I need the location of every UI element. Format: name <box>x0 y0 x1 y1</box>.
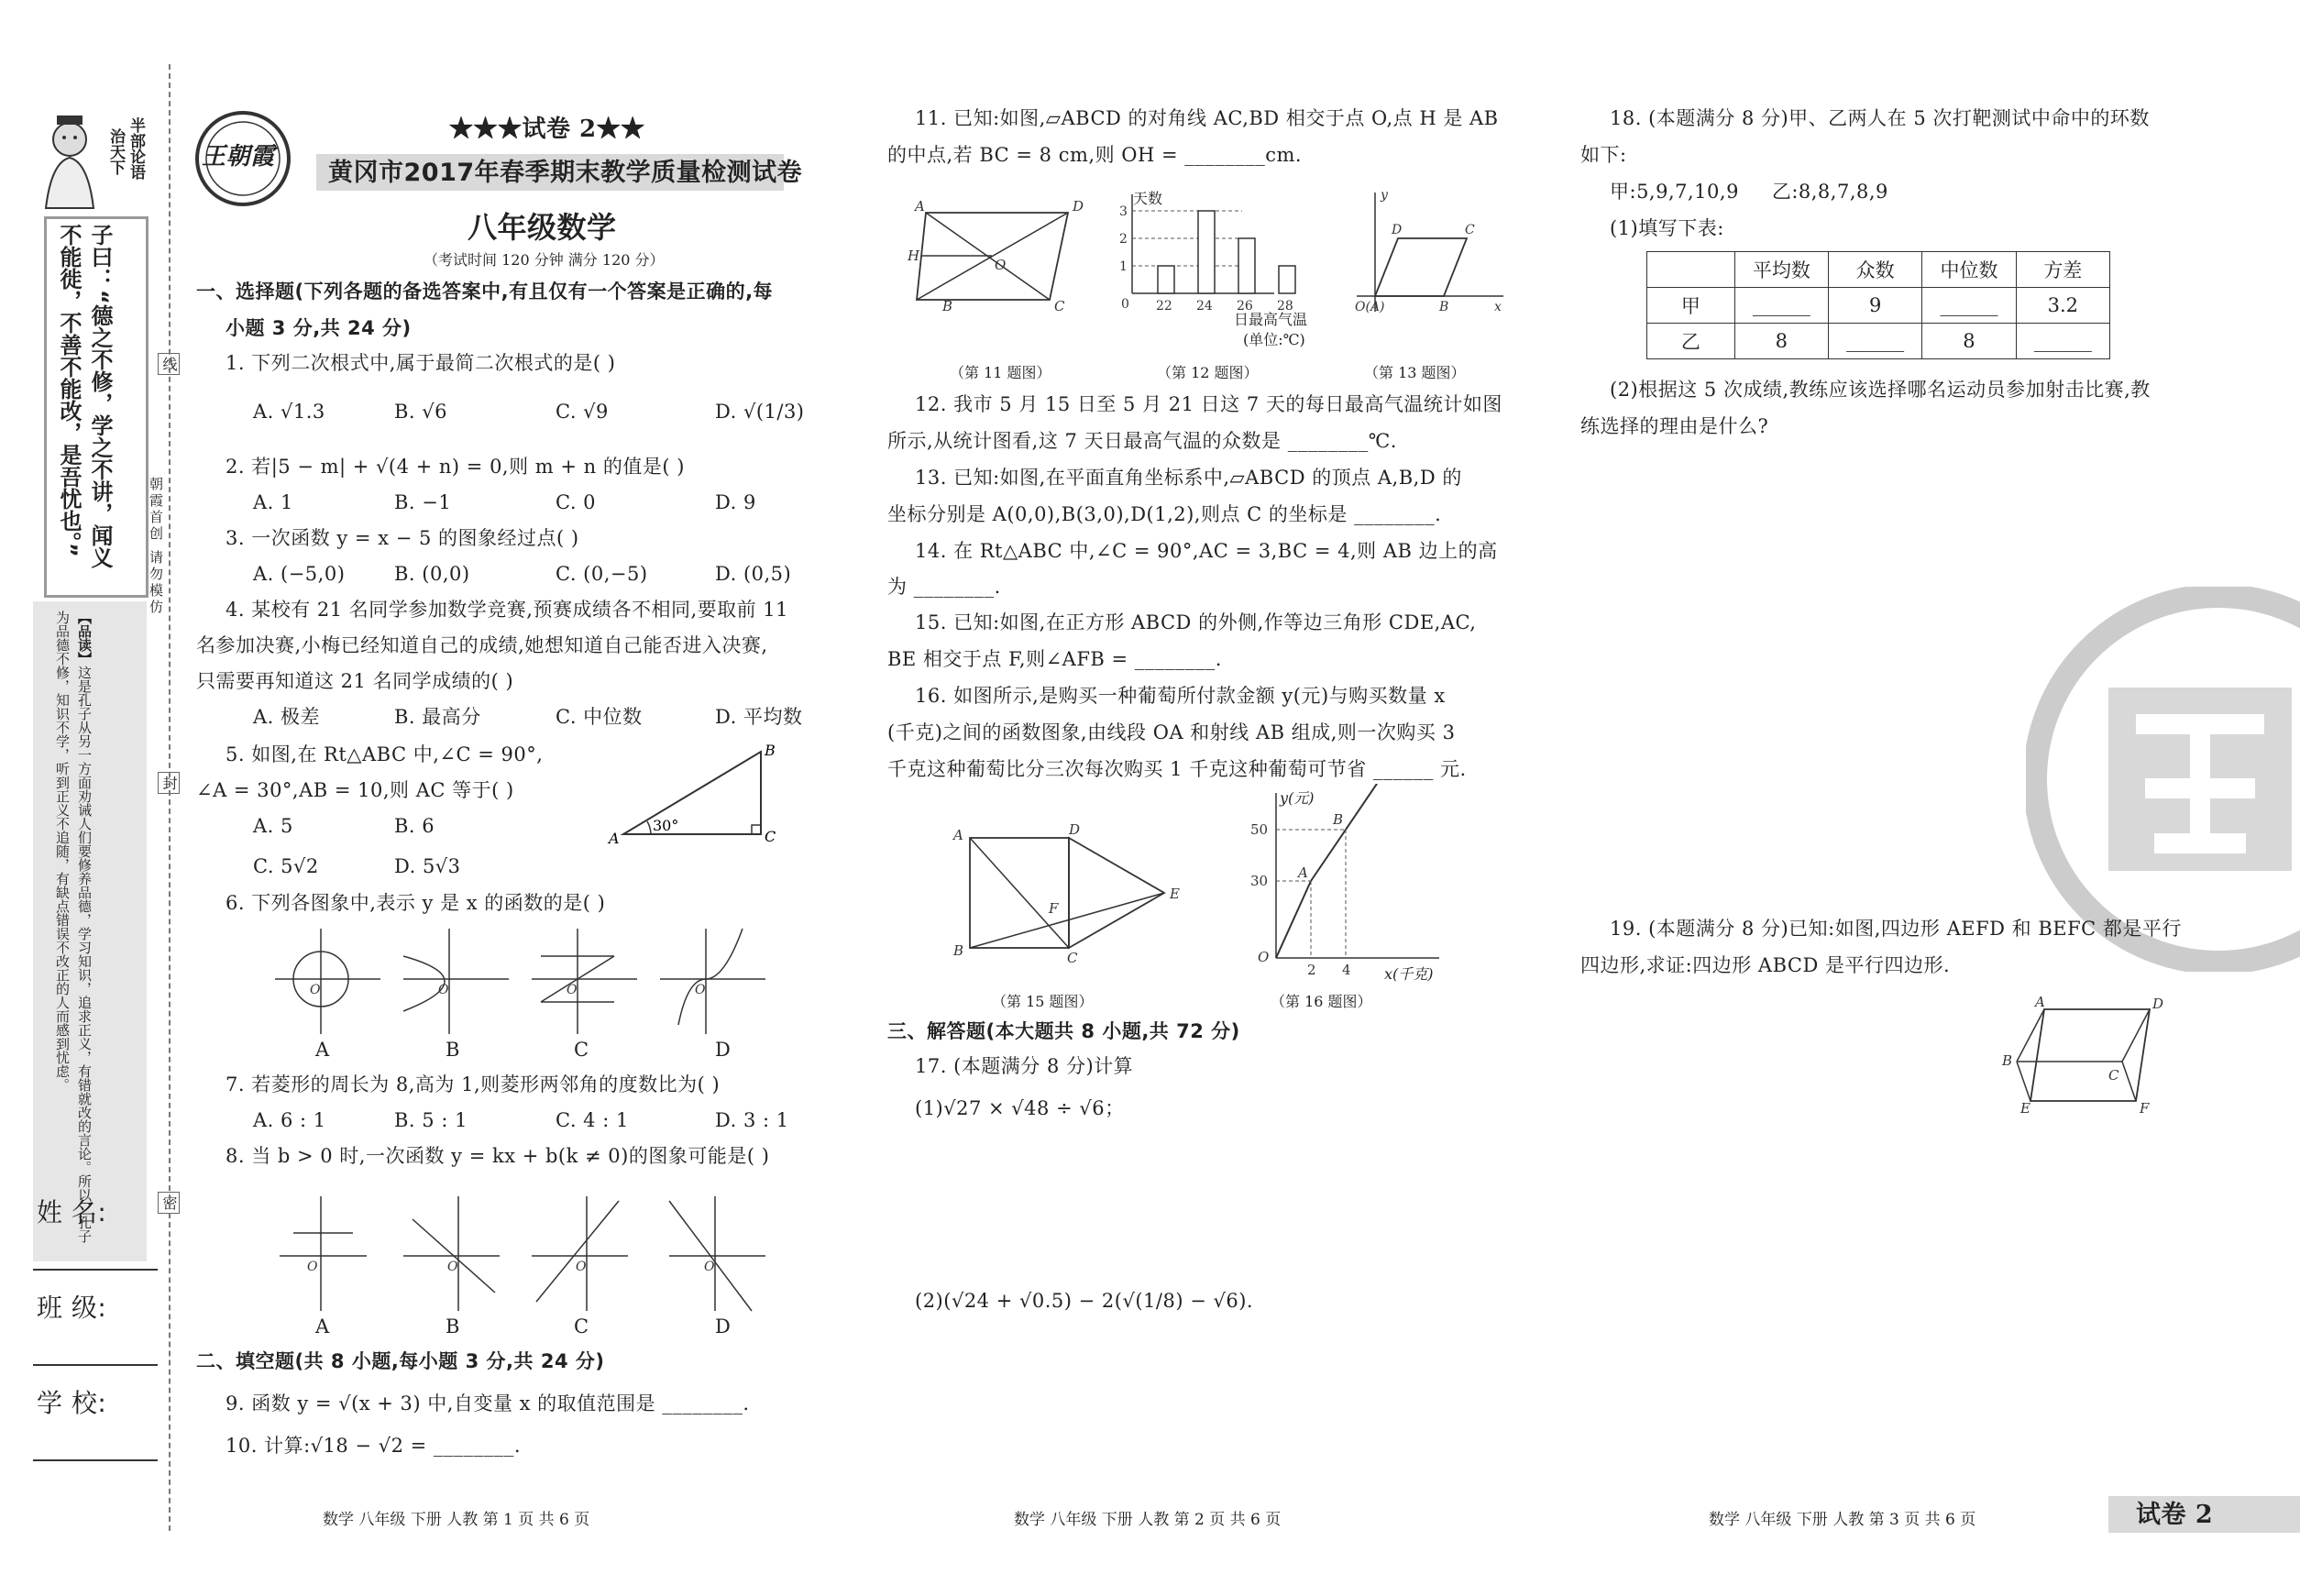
svg-text:E: E <box>2020 1100 2030 1115</box>
footer-page2: 数学 八年级 下册 人教 第 2 页 共 6 页 <box>1014 1511 1282 1529</box>
q6-text: 6. 下列各图象中,表示 y 是 x 的函数的是( ) <box>226 892 606 914</box>
q16-caption: （第 16 题图） <box>1271 993 1372 1010</box>
svg-text:A: A <box>953 827 963 843</box>
section2-heading: 二、填空题(共 8 小题,每小题 3 分,共 24 分) <box>196 1350 605 1372</box>
section3-heading: 三、解答题(本大题共 8 小题,共 72 分) <box>887 1020 1240 1042</box>
svg-text:x: x <box>1494 300 1502 314</box>
svg-text:C: C <box>1465 223 1475 237</box>
q4-opt-b: B. 最高分 <box>394 706 481 728</box>
svg-text:A: A <box>915 198 925 215</box>
q3-opt-c: C. (0,−5) <box>556 563 648 585</box>
q15-caption: （第 15 题图） <box>992 993 1094 1010</box>
q5-opt-c: C. 5√2 <box>253 855 319 877</box>
reading-text: 【品读】这是孔子从另一方面劝诫人们要修养品德，学习知识，追求正义，有错就改的言论。所以，孔子为品德不修，知识不学，听到正义不追随，有缺点错误不改正的人而感到忧虑。 <box>54 611 93 1243</box>
q1-opt-a: A. √1.3 <box>253 401 325 423</box>
table-cell: 3.2 <box>2016 288 2109 324</box>
q12-caption: （第 12 题图） <box>1157 364 1259 381</box>
x-tick-label: 24 <box>1196 299 1213 314</box>
tick-label: 4 <box>1342 962 1351 978</box>
svg-text:O: O <box>447 1260 458 1274</box>
svg-text:B: B <box>942 298 953 314</box>
q13-caption: （第 13 题图） <box>1364 364 1466 381</box>
q9-text: 9. 函数 y = √(x + 3) 中,自变量 x 的取值范围是 ________. <box>226 1392 750 1414</box>
motto-small-1: 半部论语 <box>127 117 145 180</box>
svg-text:O: O <box>438 983 449 997</box>
y-tick-label: 2 <box>1119 232 1128 247</box>
q18-part2-line1: (2)根据这 5 次成绩,教练应该选择哪名运动员参加射击比赛,教 <box>1610 379 2151 401</box>
point-label: B <box>1333 811 1344 828</box>
q8-label-c: C <box>574 1315 589 1337</box>
q8-graphs <box>275 1192 788 1315</box>
point-label: O <box>1258 949 1270 965</box>
quote-text: 子曰：“德之不修，学之不讲，闻义不能徙，不善不能改，是吾忧也。” <box>56 224 113 568</box>
tick-label: 30 <box>1250 873 1269 889</box>
svg-text:C: C <box>2108 1067 2119 1084</box>
q8-label-a: A <box>315 1315 330 1337</box>
table-cell[interactable]: ______ <box>1829 324 1922 359</box>
bar <box>1158 266 1174 293</box>
q18-line1: 18. (本题满分 8 分)甲、乙两人在 5 次打靶测试中命中的环数 <box>1610 107 2150 129</box>
svg-text:C: C <box>765 828 776 845</box>
tick-label: 2 <box>1307 962 1316 978</box>
footer-page3: 数学 八年级 下册 人教 第 3 页 共 6 页 <box>1709 1511 1976 1529</box>
q12-ylabel: 天数 <box>1133 190 1163 207</box>
table-cell[interactable]: ______ <box>1734 288 1828 324</box>
portrait-icon <box>33 112 106 213</box>
q4-line2: 名参加决赛,小梅已经知道自己的成绩,她想知道自己能否进入决赛, <box>196 634 768 656</box>
bar <box>1279 266 1295 293</box>
svg-text:O: O <box>995 257 1007 273</box>
q19-figure <box>1998 996 2163 1115</box>
q12-unit: (单位:℃) <box>1243 331 1305 348</box>
svg-text:B: B <box>953 942 964 959</box>
q13-figure <box>1348 188 1513 316</box>
q17-text: 17. (本题满分 8 分)计算 <box>915 1055 1134 1077</box>
q2-opt-a: A. 1 <box>253 491 293 513</box>
exam-info: （考试时间 120 分钟 满分 120 分） <box>424 251 665 269</box>
q6-graph-a <box>275 929 380 1034</box>
section1-heading: 一、选择题(下列各题的备选答案中,有且仅有一个答案是正确的,每 <box>196 281 774 303</box>
q7-opt-c: C. 4 : 1 <box>556 1109 629 1131</box>
q5-opt-d: D. 5√3 <box>394 855 461 877</box>
q4-opt-c: C. 中位数 <box>556 706 643 728</box>
q16-line2: (千克)之间的函数图象,由线段 OA 和射线 AB 组成,则一次购买 3 <box>887 721 1456 743</box>
q15-figure <box>944 821 1183 968</box>
q3-opt-d: D. (0,5) <box>715 563 792 585</box>
svg-text:O: O <box>695 983 706 997</box>
q16-ylabel: y(元) <box>1280 789 1315 807</box>
q17-part1: (1)√27 × √48 ÷ √6； <box>915 1097 1125 1119</box>
svg-text:O(A): O(A) <box>1355 300 1385 314</box>
svg-text:B: B <box>765 743 776 759</box>
table-row <box>1647 324 2110 359</box>
q17-part2: (2)(√24 + √0.5) − 2(√(1/8) − √6). <box>915 1290 1254 1312</box>
svg-text:D: D <box>1069 821 1081 838</box>
q5-line1: 5. 如图,在 Rt△ABC 中,∠C = 90°, <box>226 743 544 765</box>
svg-text:A: A <box>2035 996 2045 1010</box>
q6-label-d: D <box>715 1039 732 1061</box>
q5-figure <box>605 743 788 853</box>
q12-line1: 12. 我市 5 月 15 日至 5 月 21 日这 7 天的每日最高气温统计如图 <box>915 393 1502 415</box>
q6-graph-c <box>532 929 637 1034</box>
svg-text:O: O <box>567 983 578 997</box>
binding-mark-2: 封 <box>158 772 180 794</box>
q7-opt-d: D. 3 : 1 <box>715 1109 789 1131</box>
q4-opt-d: D. 平均数 <box>715 706 803 728</box>
svg-text:C: C <box>1054 298 1065 314</box>
q6-label-b: B <box>446 1039 460 1061</box>
q6-graph-b <box>403 929 509 1034</box>
q8-label-d: D <box>715 1315 732 1337</box>
q8-label-b: B <box>446 1315 460 1337</box>
svg-text:B: B <box>2002 1052 2013 1069</box>
q12-xlabel: 日最高气温 <box>1234 311 1308 328</box>
q18-part2-line2: 练选择的理由是什么? <box>1580 415 1769 437</box>
q4-opt-a: A. 极差 <box>253 706 321 728</box>
table-cell: 8 <box>1734 324 1828 359</box>
q7-opt-a: A. 6 : 1 <box>253 1109 326 1131</box>
school-field[interactable] <box>33 1459 158 1461</box>
school-label: 学 校: <box>37 1388 107 1418</box>
footer-page1: 数学 八年级 下册 人教 第 1 页 共 6 页 <box>323 1511 590 1529</box>
name-label: 姓 名: <box>37 1197 107 1227</box>
q6-graph-d <box>660 929 765 1034</box>
origin-label: 0 <box>1121 297 1129 312</box>
q1-opt-b: B. √6 <box>394 401 448 423</box>
q11-caption: （第 11 题图） <box>950 364 1051 381</box>
svg-text:D: D <box>2152 996 2163 1012</box>
svg-text:O: O <box>310 983 321 997</box>
q3-opt-a: A. (−5,0) <box>253 563 346 585</box>
q2-text: 2. 若|5 − m| + √(4 + n) = 0,则 m + n 的值是( ) <box>226 456 685 478</box>
binding-mark-3: 密 <box>158 1192 180 1214</box>
q16-line1: 16. 如图所示,是购买一种葡萄所付款金额 y(元)与购买数量 x <box>915 685 1446 707</box>
bar <box>1238 238 1255 293</box>
name-field[interactable] <box>33 1269 158 1271</box>
q2-opt-d: D. 9 <box>715 491 756 513</box>
svg-text:O: O <box>307 1260 318 1274</box>
x-tick-label: 22 <box>1156 299 1172 314</box>
q15-line1: 15. 已知:如图,在正方形 ABCD 的外侧,作等边三角形 CDE,AC, <box>915 611 1477 633</box>
table-cell: 8 <box>1922 324 2016 359</box>
q1-opt-d: D. √(1/3) <box>715 401 805 423</box>
q18-data: 甲:5,9,7,10,9 乙:8,8,7,8,9 <box>1610 181 1888 203</box>
q18-part1: (1)填写下表: <box>1610 217 1724 239</box>
table-header-row <box>1647 252 2110 288</box>
y-tick-label: 3 <box>1119 204 1128 219</box>
motto-small-2: 治天下 <box>106 128 125 175</box>
q16-line3: 千克这种葡萄比分三次每次购买 1 千克这种葡萄可节省 ______ 元. <box>887 758 1467 780</box>
svg-text:y: y <box>1381 188 1388 203</box>
q3-opt-b: B. (0,0) <box>394 563 470 585</box>
q14-line2: 为 ________. <box>887 576 1001 598</box>
table-cell: 方差 <box>2016 252 2109 288</box>
q11-line2: 的中点,若 BC = 8 cm,则 OH = ________cm. <box>887 144 1303 166</box>
svg-text:O: O <box>704 1260 715 1274</box>
q10-text: 10. 计算:√18 − √2 = ________. <box>226 1435 522 1457</box>
q5-opt-a: A. 5 <box>253 815 293 837</box>
q16-chart <box>1247 784 1458 985</box>
svg-text:F: F <box>1049 900 1059 917</box>
svg-text:E: E <box>1170 886 1180 902</box>
table-cell: 平均数 <box>1734 252 1828 288</box>
q1-text: 1. 下列二次根式中,属于最简二次根式的是( ) <box>226 352 616 374</box>
tick-label: 50 <box>1250 821 1269 838</box>
subject-title: 八年级数学 <box>468 210 617 245</box>
q11-figure <box>908 194 1091 314</box>
x-tick-label: 28 <box>1277 299 1293 314</box>
table-cell <box>1647 252 1735 288</box>
svg-text:O: O <box>576 1260 587 1274</box>
table-cell: 甲 <box>1647 288 1735 324</box>
brand-name: 王朝霞 <box>202 143 275 171</box>
q16-xlabel: x(千克) <box>1384 965 1434 983</box>
q5-line2: ∠A = 30°,AB = 10,则 AC 等于( ) <box>196 779 514 801</box>
q2-opt-b: B. −1 <box>394 491 452 513</box>
table-cell: 乙 <box>1647 324 1735 359</box>
table-cell: 中位数 <box>1922 252 2016 288</box>
svg-text:A: A <box>609 830 620 847</box>
ray-ab <box>1311 784 1394 881</box>
bar <box>1198 211 1215 293</box>
q2-opt-c: C. 0 <box>556 491 597 513</box>
q8-graph-a <box>280 1196 367 1311</box>
svg-text:F: F <box>2140 1100 2150 1115</box>
binding-mark-1: 线 <box>158 353 180 375</box>
q18-line2: 如下: <box>1580 144 1627 166</box>
seal-watermark-icon <box>2026 587 2300 972</box>
q8-graph-b <box>403 1196 500 1311</box>
y-tick-label: 1 <box>1119 259 1128 274</box>
class-label: 班 级: <box>37 1293 107 1323</box>
table-cell: 众数 <box>1829 252 1922 288</box>
q13-line2: 坐标分别是 A(0,0),B(3,0),D(1,2),则点 C 的坐标是 ________. <box>887 503 1442 525</box>
svg-text:D: D <box>1392 223 1403 237</box>
binding-note: 朝霞首创 请勿模仿 <box>148 477 164 616</box>
q4-line3: 只需要再知道这 21 名同学成绩的( ) <box>196 670 514 692</box>
q12-line2: 所示,从统计图看,这 7 天日最高气温的众数是 ________℃. <box>887 430 1397 452</box>
q7-opt-b: B. 5 : 1 <box>394 1109 468 1131</box>
q3-text: 3. 一次函数 y = x − 5 的图象经过点( ) <box>226 527 579 549</box>
q14-line1: 14. 在 Rt△ABC 中,∠C = 90°,AC = 3,BC = 4,则 AB 边上的高 <box>915 540 1498 562</box>
svg-text:B: B <box>1439 300 1449 314</box>
table-row <box>1647 288 2110 324</box>
svg-text:30°: 30° <box>653 817 679 834</box>
q8-graph-d <box>669 1196 765 1311</box>
q15-line2: BE 相交于点 F,则∠AFB = ________. <box>887 648 1222 670</box>
table-cell[interactable]: ______ <box>2016 324 2109 359</box>
q18-table <box>1646 251 2110 359</box>
q5-opt-b: B. 6 <box>394 815 435 837</box>
q6-graphs <box>266 924 788 1062</box>
binding-line <box>169 64 171 1531</box>
segment-oa <box>1276 881 1311 958</box>
q6-label-c: C <box>574 1039 589 1061</box>
section1-heading2: 小题 3 分,共 24 分) <box>226 317 412 339</box>
q13-line1: 13. 已知:如图,在平面直角坐标系中,▱ABCD 的顶点 A,B,D 的 <box>915 467 1462 489</box>
table-cell: 9 <box>1829 288 1922 324</box>
q8-text: 8. 当 b > 0 时,一次函数 y = kx + b(k ≠ 0)的图象可能是( ) <box>226 1145 770 1167</box>
class-field[interactable] <box>33 1364 158 1366</box>
footer-badge: 试卷 2 <box>2136 1501 2214 1529</box>
svg-text:D: D <box>1073 198 1084 215</box>
q7-text: 7. 若菱形的周长为 8,高为 1,则菱形两邻角的度数比为( ) <box>226 1073 721 1095</box>
q19-line1: 19. (本题满分 8 分)已知:如图,四边形 AEFD 和 BEFC 都是平行 <box>1610 918 2182 940</box>
series-title: ★★★试卷 2★★ <box>449 116 645 143</box>
q4-line1: 4. 某校有 21 名同学参加数学竞赛,预赛成绩各不相同,要取前 11 <box>226 599 789 621</box>
q1-opt-c: C. √9 <box>556 401 609 423</box>
x-tick-label: 26 <box>1237 299 1253 314</box>
table-cell[interactable]: ______ <box>1922 288 2016 324</box>
exam-title: 黄冈市2017年春季期末教学质量检测试卷 <box>328 159 803 187</box>
point-label: A <box>1298 864 1308 881</box>
q11-line1: 11. 已知:如图,▱ABCD 的对角线 AC,BD 相交于点 O,点 H 是 AB <box>915 107 1499 129</box>
svg-text:C: C <box>1067 950 1078 966</box>
q8-graph-c <box>532 1196 628 1311</box>
svg-text:H: H <box>908 248 920 264</box>
q19-line2: 四边形,求证:四边形 ABCD 是平行四边形. <box>1580 954 1951 976</box>
q6-label-a: A <box>315 1039 330 1061</box>
